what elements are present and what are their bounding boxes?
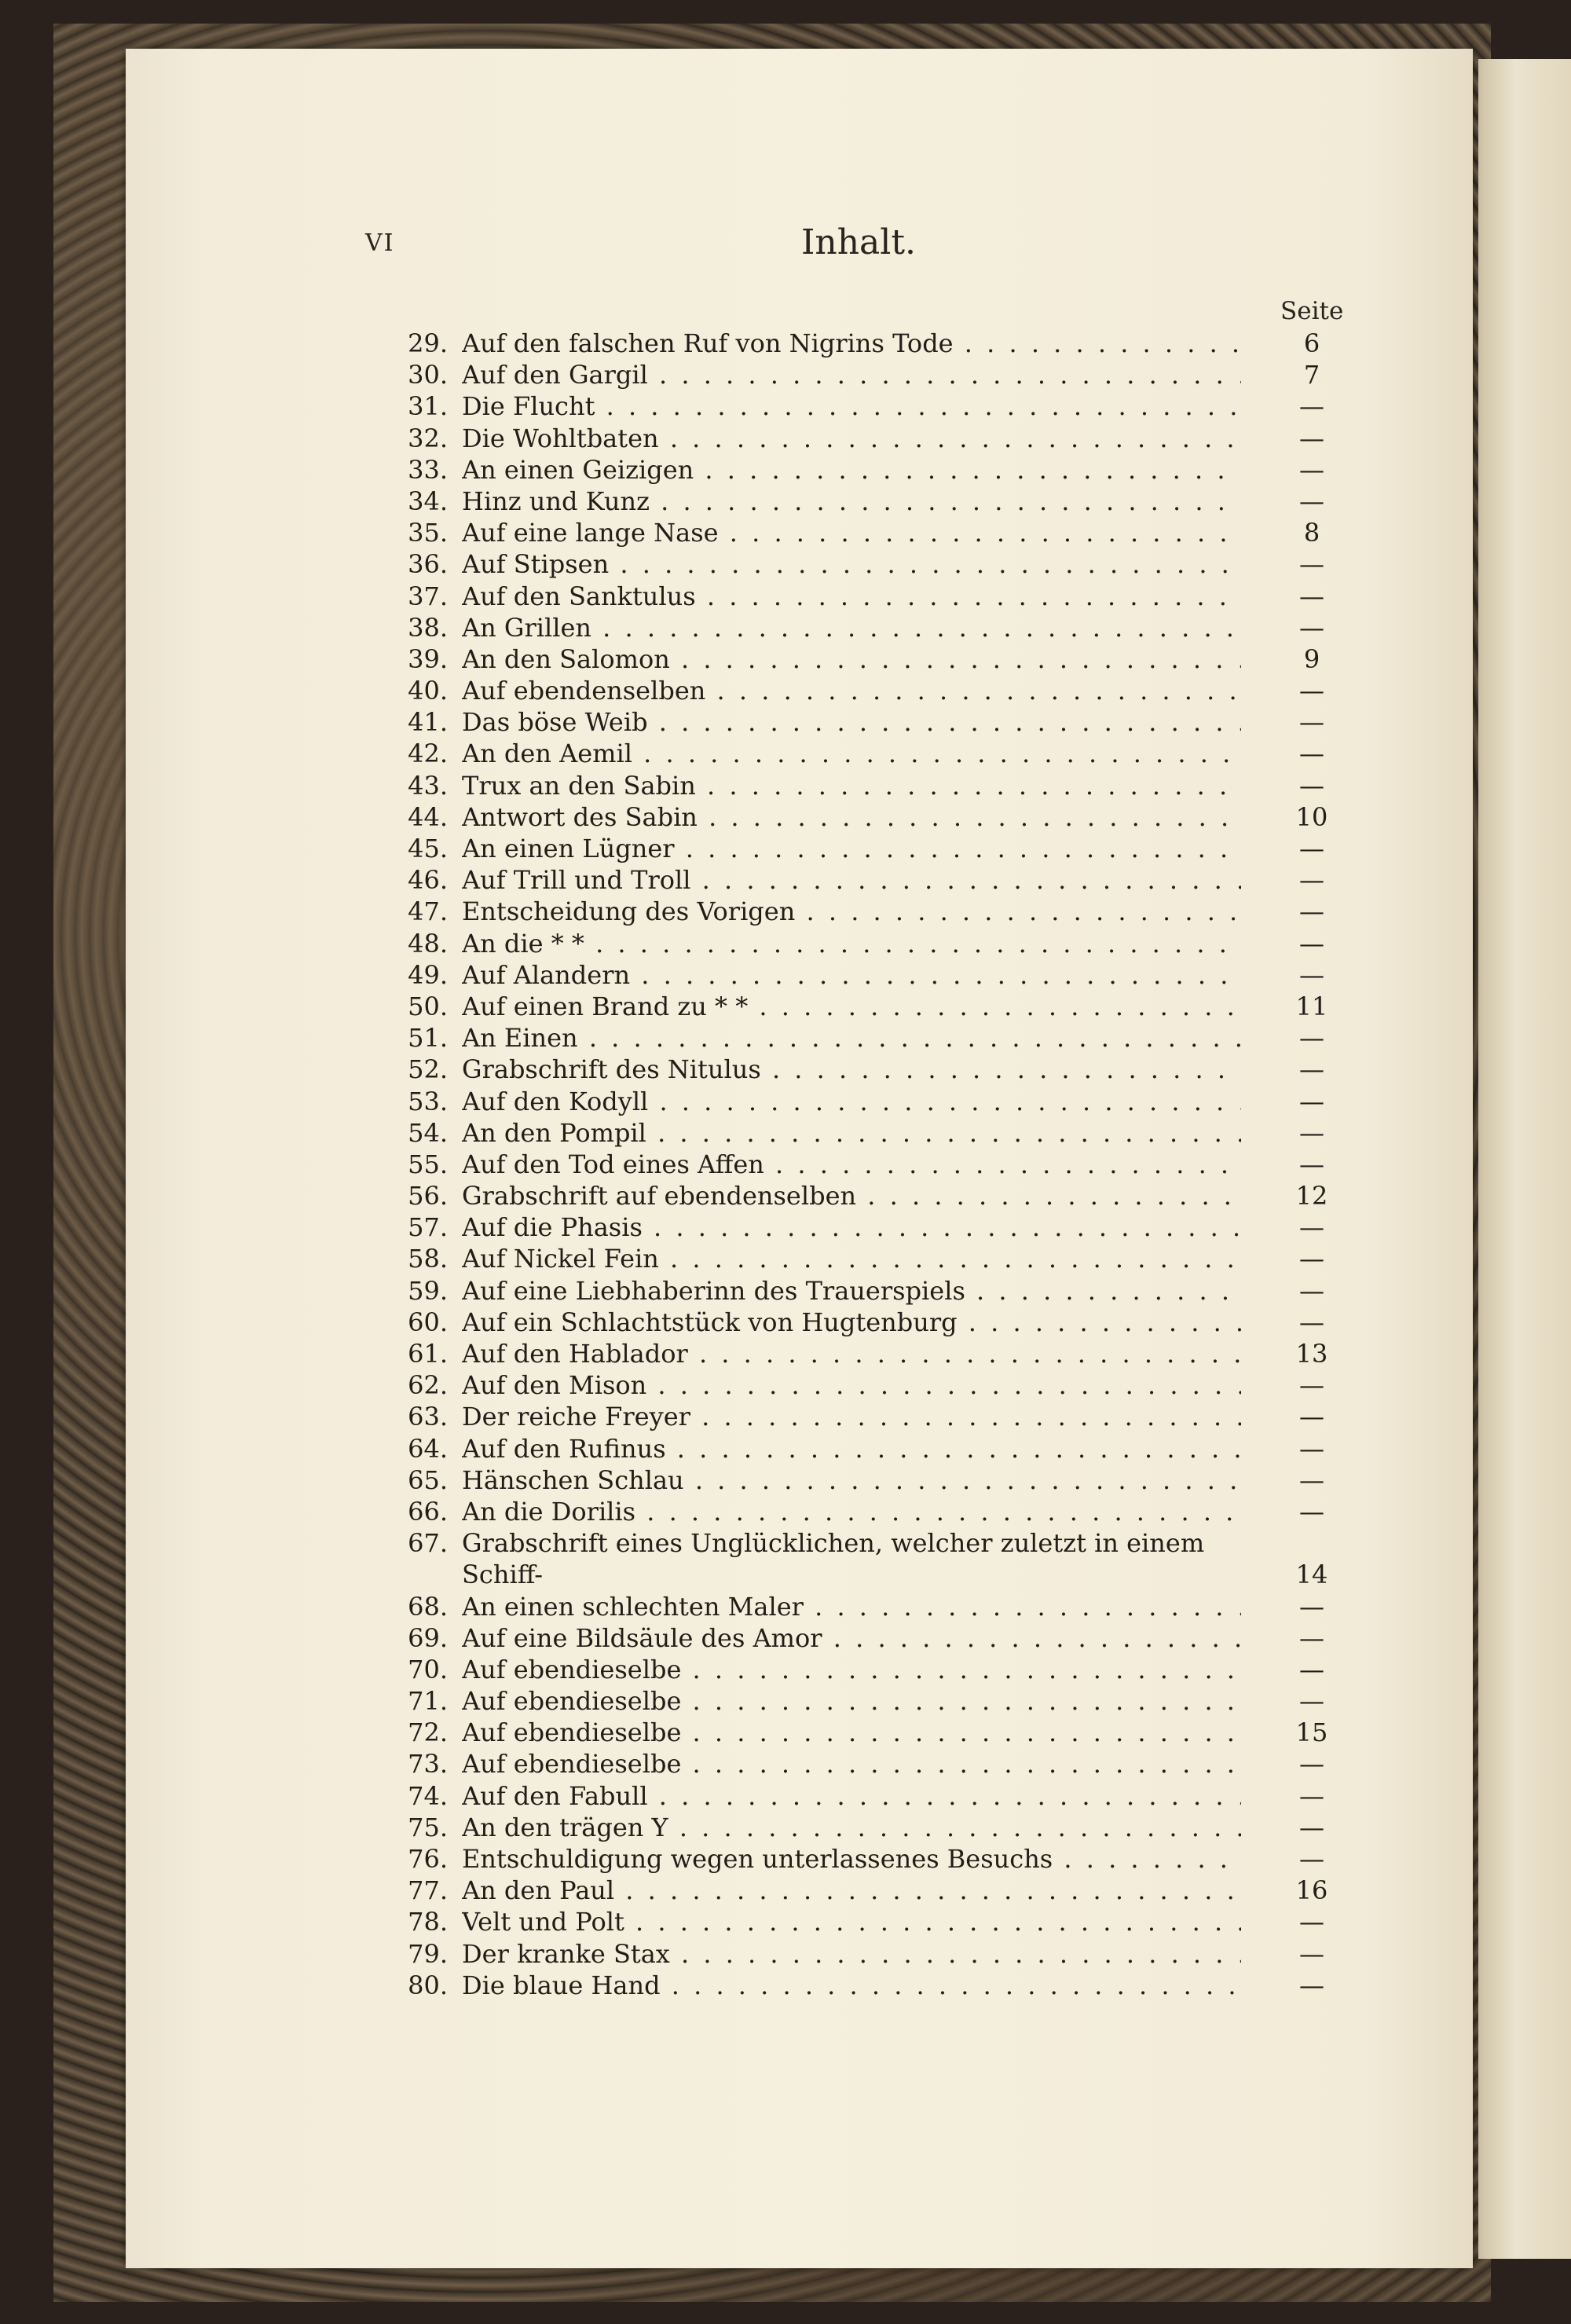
entry-page: 10: [1295, 801, 1328, 832]
entry-title: Die Wohltbaten . . .: [462, 423, 1241, 454]
entry-number: 52.: [408, 1054, 448, 1085]
toc-entry: [393, 1307, 1343, 1338]
entry-number: 67.: [408, 1528, 448, 1559]
entry-title: An Einen . . .: [462, 1022, 1241, 1054]
entry-number: 40.: [408, 676, 448, 706]
entry-page: —: [1299, 1370, 1324, 1401]
entry-page: —: [1299, 1433, 1324, 1464]
toc-entry: [393, 770, 1343, 801]
entry-page: —: [1299, 486, 1324, 516]
toc-entry: [393, 1464, 1343, 1496]
entry-number: 69.: [408, 1622, 448, 1653]
toc-entry: [393, 1211, 1343, 1243]
entry-number: 36.: [408, 549, 448, 580]
entry-number: 76.: [408, 1844, 448, 1875]
toc-entry: [393, 928, 1343, 959]
entry-page: —: [1299, 707, 1324, 738]
toc-entry: [393, 1338, 1343, 1369]
entry-number: 39.: [408, 643, 448, 674]
entry-title: An einen Geizigen . . .: [462, 454, 1241, 486]
entry-title: Grabschrift des Nitulus . . .: [462, 1054, 1241, 1085]
entry-title: Auf den Sanktulus . . .: [462, 581, 1241, 612]
entry-page: —: [1299, 1970, 1324, 2000]
toc-entry: [393, 359, 1343, 390]
entry-number: 32.: [408, 423, 448, 453]
entry-title: Auf den Gargil . . .: [462, 359, 1241, 390]
entry-title: Auf ebendieselbe . . .: [462, 1748, 1241, 1780]
toc-entry: [393, 896, 1343, 927]
entry-title: An den Salomon . . .: [462, 643, 1241, 675]
entry-page: —: [1299, 1212, 1324, 1243]
entry-number: 71.: [408, 1686, 448, 1717]
entry-number: 48.: [408, 928, 448, 959]
entry-number: 31.: [408, 391, 448, 422]
entry-page: —: [1299, 959, 1324, 990]
entry-page: —: [1299, 1907, 1324, 1937]
toc-entry: [393, 1275, 1343, 1307]
entry-page: —: [1299, 1622, 1324, 1653]
toc-entry: [393, 1022, 1343, 1054]
entry-title: Auf Nickel Fein . . .: [462, 1243, 1241, 1274]
entry-page: —: [1299, 1812, 1324, 1842]
entry-title: An einen Lügner . . .: [462, 833, 1241, 864]
entry-number: 37.: [408, 581, 448, 611]
entry-number: 68.: [408, 1591, 448, 1622]
entry-title: Auf den Hablador . . .: [462, 1338, 1241, 1369]
entry-title: An die Dorilis . . .: [462, 1496, 1241, 1527]
toc-entry: [393, 1906, 1343, 1937]
entry-page: —: [1299, 1464, 1324, 1495]
entry-number: 41.: [408, 707, 448, 738]
entry-title: Auf einen Brand zu * * . . .: [462, 991, 1241, 1022]
entry-page: —: [1299, 423, 1324, 453]
entry-title: Entschuldigung wegen unterlassenes Besuchs . . .: [462, 1843, 1241, 1875]
toc-entry: [393, 517, 1343, 548]
entry-title: Der reiche Freyer . . .: [462, 1401, 1241, 1432]
entry-number: 77.: [408, 1875, 448, 1906]
entry-page: 6: [1303, 328, 1320, 358]
toc-entry: [393, 1685, 1343, 1717]
entry-page: —: [1299, 1307, 1324, 1337]
entry-page: 14: [1295, 1560, 1328, 1590]
entry-title: Auf den falschen Ruf von Nigrins Tode . . .: [462, 328, 1241, 359]
entry-title: Velt und Polt . . .: [462, 1906, 1241, 1937]
entry-title: Auf Trill und Troll . . .: [462, 864, 1241, 896]
toc-entry: [393, 1369, 1343, 1401]
entry-page: —: [1299, 391, 1324, 422]
entry-page: —: [1299, 581, 1324, 611]
entry-title: Auf ebendieselbe . . .: [462, 1685, 1241, 1717]
entry-number: 42.: [408, 739, 448, 769]
entry-number: 66.: [408, 1496, 448, 1527]
toc-entry: [393, 801, 1343, 833]
entry-number: 74.: [408, 1780, 448, 1811]
entry-number: 80.: [408, 1970, 448, 2000]
toc-entry: [393, 1117, 1343, 1149]
entry-page: —: [1299, 834, 1324, 863]
entry-page: —: [1299, 896, 1324, 927]
entry-page: —: [1299, 1023, 1324, 1054]
toc-entry: [393, 328, 1343, 359]
entry-number: 33.: [408, 454, 448, 485]
entry-page: —: [1299, 1054, 1324, 1085]
entry-number: 29.: [408, 328, 448, 358]
entry-title: Der kranke Stax . . .: [462, 1938, 1241, 1970]
entry-title: An Grillen . . .: [462, 612, 1241, 643]
entry-title: Auf den Kodyll . . .: [462, 1086, 1241, 1117]
entry-number: 45.: [408, 834, 448, 863]
toc-entry: [393, 1780, 1343, 1812]
entry-number: 70.: [408, 1654, 448, 1684]
entry-number: 63.: [408, 1402, 448, 1432]
entry-number: 73.: [408, 1749, 448, 1780]
entry-title: An den trägen Y . . .: [462, 1812, 1241, 1843]
entry-number: 57.: [408, 1212, 448, 1243]
running-title: Inhalt.: [801, 222, 917, 262]
entry-page: —: [1299, 865, 1324, 896]
entry-number: 53.: [408, 1086, 448, 1116]
entry-title: Die blaue Hand . . .: [462, 1970, 1241, 2001]
entry-number: 34.: [408, 486, 448, 516]
toc-entry: [393, 548, 1343, 580]
entry-page: —: [1299, 1844, 1324, 1875]
entry-page: 12: [1295, 1181, 1328, 1211]
toc-entry: [393, 486, 1343, 517]
toc-entry: [393, 1401, 1343, 1432]
entry-page: 9: [1303, 643, 1320, 674]
toc-entry: [393, 1433, 1343, 1464]
entry-page: —: [1299, 1244, 1324, 1274]
entry-title: Auf den Fabull . . .: [462, 1780, 1241, 1812]
entry-title: Trux an den Sabin . . .: [462, 770, 1241, 801]
entry-number: 65.: [408, 1464, 448, 1495]
entry-page: 11: [1295, 991, 1328, 1021]
toc-entry: [393, 454, 1343, 486]
entry-page: —: [1299, 454, 1324, 485]
toc-entry: [393, 1149, 1343, 1180]
entry-title: Auf den Tod eines Affen . . .: [462, 1149, 1241, 1180]
entry-title: Auf ein Schlachtstück von Hugtenburg . . .: [462, 1307, 1241, 1338]
entry-number: 56.: [408, 1181, 448, 1211]
entry-title: Auf ebendieselbe . . .: [462, 1654, 1241, 1685]
entry-page: 16: [1295, 1875, 1328, 1906]
toc-entry: [393, 643, 1343, 675]
entry-number: 64.: [408, 1433, 448, 1464]
toc-entry: [393, 612, 1343, 643]
entry-page: —: [1299, 770, 1324, 801]
entry-number: 72.: [408, 1717, 448, 1748]
entry-title: Auf Stipsen . . .: [462, 548, 1241, 580]
entry-page: —: [1299, 1402, 1324, 1432]
entry-title: Hänschen Schlau . . .: [462, 1464, 1241, 1496]
entry-page: —: [1299, 676, 1324, 706]
entry-title: An den Paul . . .: [462, 1875, 1241, 1906]
toc-entry: [393, 581, 1343, 612]
entry-page: —: [1299, 1938, 1324, 1969]
entry-page: —: [1299, 612, 1324, 643]
entry-number: 58.: [408, 1244, 448, 1274]
page-column-label: Seite: [1280, 297, 1344, 325]
entry-title: Auf eine Bildsäule des Amor . . .: [462, 1622, 1241, 1654]
entry-number: 75.: [408, 1812, 448, 1842]
toc-entry: [393, 1938, 1343, 1970]
entry-page: 8: [1303, 518, 1320, 548]
toc-entry: [393, 390, 1343, 422]
facing-page-edge: [1478, 59, 1571, 2259]
toc-entry: [393, 1748, 1343, 1780]
entry-title: An die * * . . .: [462, 928, 1241, 959]
entry-number: 46.: [408, 865, 448, 896]
entry-page: —: [1299, 1654, 1324, 1684]
entry-number: 78.: [408, 1907, 448, 1937]
entry-title: Auf den Mison . . .: [462, 1369, 1241, 1401]
entry-title: Auf den Rufinus . . .: [462, 1433, 1241, 1464]
entry-number: 51.: [408, 1023, 448, 1054]
entry-title: An den Pompil . . .: [462, 1117, 1241, 1149]
entry-title: Grabschrift auf ebendenselben . . .: [462, 1180, 1241, 1211]
toc-entry: [393, 1622, 1343, 1654]
toc-entry: [393, 1496, 1343, 1527]
entry-title: Auf eine Liebhaberinn des Trauerspiels . . .: [462, 1275, 1241, 1307]
entry-page: —: [1299, 1149, 1324, 1179]
entry-title: An den Aemil . . .: [462, 738, 1241, 769]
toc-entry: [393, 1875, 1343, 1906]
toc-entry: [393, 738, 1343, 769]
entry-page: 13: [1295, 1339, 1328, 1369]
toc-entry: [393, 1243, 1343, 1274]
toc-entry: [393, 675, 1343, 706]
toc-entry: [393, 1970, 1343, 2001]
entry-title-line: Grabschrift eines Unglücklichen, welcher zuletzt in einem Schiff-: [462, 1528, 1205, 1590]
entry-title: Hinz und Kunz . . .: [462, 486, 1241, 517]
entry-page: 7: [1303, 360, 1320, 390]
entry-page: —: [1299, 549, 1324, 580]
toc-entry: [393, 1812, 1343, 1843]
toc-entry: [393, 1180, 1343, 1211]
entry-page: —: [1299, 1117, 1324, 1148]
entry-number: 59.: [408, 1275, 448, 1306]
toc-entry: [393, 864, 1343, 896]
entry-title: Auf ebendenselben . . .: [462, 675, 1241, 706]
entry-title: Auf ebendieselbe . . .: [462, 1717, 1241, 1748]
entry-number: 61.: [408, 1339, 448, 1369]
entry-number: 44.: [408, 801, 448, 832]
entry-page: —: [1299, 1086, 1324, 1116]
entry-page: —: [1299, 1686, 1324, 1717]
toc-entry: [393, 991, 1343, 1022]
entry-title: Die Flucht . . .: [462, 390, 1241, 422]
entry-title: Entscheidung des Vorigen . . .: [462, 896, 1241, 927]
entry-title: [462, 1527, 1241, 1590]
toc-entry: [393, 833, 1343, 864]
table-of-contents: [393, 328, 1343, 2001]
entry-page: —: [1299, 1591, 1324, 1622]
entry-number: 35.: [408, 518, 448, 548]
entry-number: 79.: [408, 1938, 448, 1969]
entry-title: Das böse Weib . . .: [462, 706, 1241, 738]
toc-entry: [393, 1654, 1343, 1685]
entry-number: 49.: [408, 959, 448, 990]
entry-page: 15: [1295, 1717, 1328, 1748]
entry-page: —: [1299, 1780, 1324, 1811]
entry-page: —: [1299, 1275, 1324, 1306]
toc-entry: [393, 959, 1343, 991]
toc-entry: [393, 1086, 1343, 1117]
entry-page: —: [1299, 928, 1324, 959]
entry-title: Auf Alandern . . .: [462, 959, 1241, 991]
entry-number: 43.: [408, 770, 448, 801]
toc-entry: [393, 1717, 1343, 1748]
entry-number: 50.: [408, 991, 448, 1021]
entry-title: An einen schlechten Maler . . .: [462, 1591, 1241, 1622]
toc-entry: [393, 1527, 1343, 1590]
entry-number: 60.: [408, 1307, 448, 1337]
toc-entry: [393, 423, 1343, 454]
entry-page: —: [1299, 739, 1324, 769]
entry-title: Auf die Phasis . . .: [462, 1211, 1241, 1243]
toc-entry: [393, 1591, 1343, 1622]
toc-entry: [393, 1843, 1343, 1875]
toc-entry: [393, 706, 1343, 738]
page-number: VI: [365, 229, 395, 257]
entry-number: 62.: [408, 1370, 448, 1401]
entry-title: Antwort des Sabin . . .: [462, 801, 1241, 833]
entry-number: 55.: [408, 1149, 448, 1179]
entry-title: Auf eine lange Nase . . .: [462, 517, 1241, 548]
entry-number: 38.: [408, 612, 448, 643]
entry-page: —: [1299, 1496, 1324, 1527]
toc-entry: [393, 1054, 1343, 1085]
entry-number: 30.: [408, 360, 448, 390]
entry-number: 54.: [408, 1117, 448, 1148]
entry-number: 47.: [408, 896, 448, 927]
entry-page: —: [1299, 1749, 1324, 1780]
